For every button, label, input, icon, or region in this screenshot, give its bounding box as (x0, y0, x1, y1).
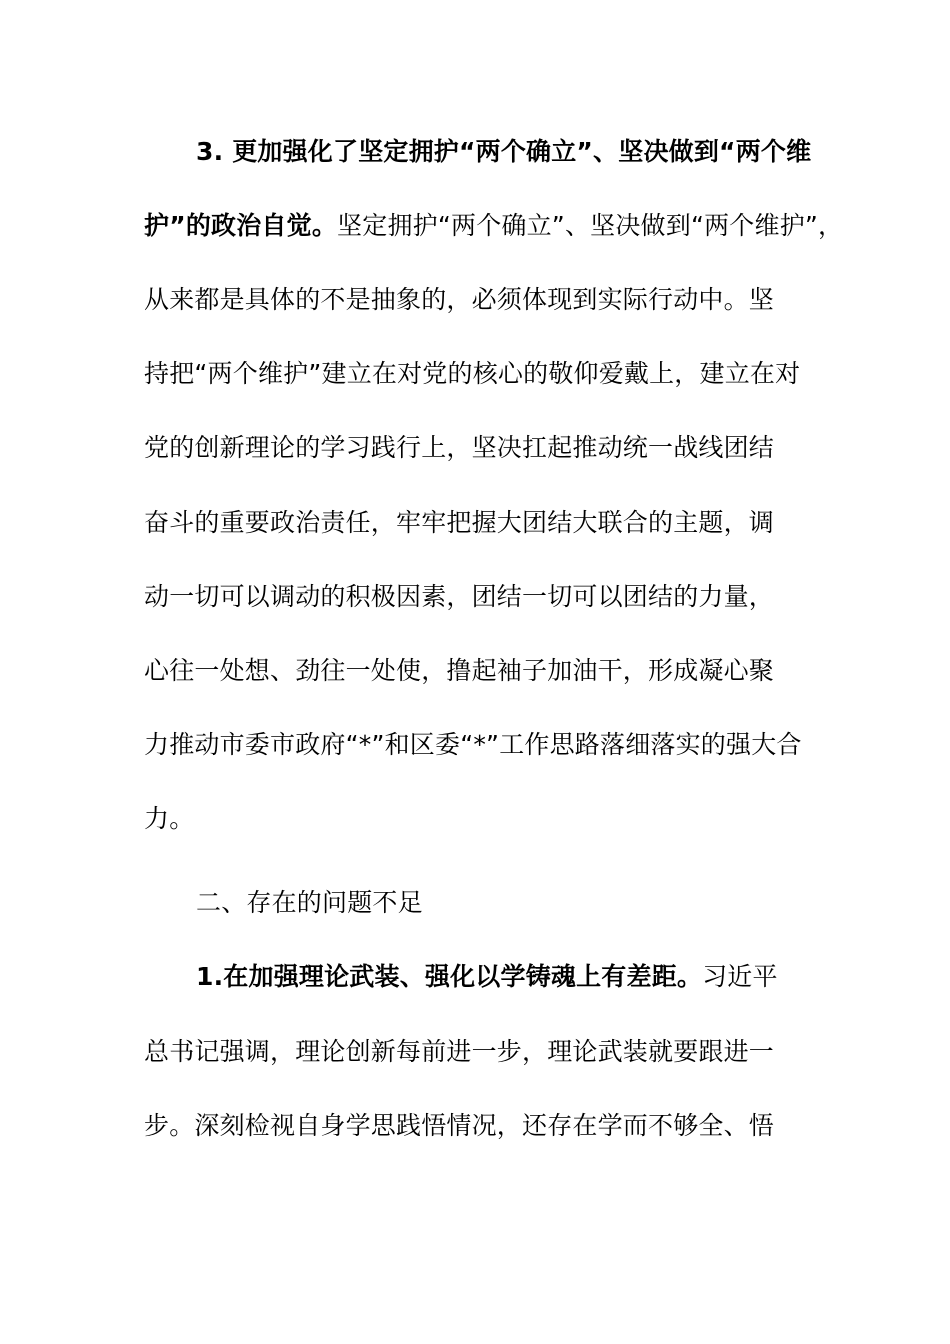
paragraph-1-line-2 (144, 1036, 774, 1068)
body-text: 总书记强调，理论创新每前进一步，理论武装就要跟进一 (144, 1037, 775, 1066)
body-text: 力。 (144, 804, 195, 833)
paragraph-3-line-7 (144, 581, 774, 613)
body-text: 从来都是具体的不是抽象的，必须体现到实际行动中。坚 (144, 285, 775, 314)
paragraph-3-line-5 (144, 432, 774, 464)
body-text: 奋斗的重要政治责任，牢牢把握大团结大联合的主题，调 (144, 508, 775, 537)
body-text: 习近平 (702, 962, 778, 991)
paragraph-3-line-6 (144, 507, 774, 539)
body-text: 动一切可以调动的积极因素，团结一切可以团结的力量， (144, 582, 775, 611)
section-heading-text: 二、存在的问题不足 (196, 888, 423, 917)
body-text: 坚定拥护“两个确立”、坚决做到“两个维护”， (337, 211, 844, 240)
paragraph-1-line-3 (144, 1110, 774, 1142)
section-2-heading (196, 887, 423, 919)
paragraph-3-line-4 (144, 358, 800, 390)
body-text: 心往一处想、劲往一处使，撸起袖子加油干，形成凝心聚 (144, 656, 775, 685)
paragraph-3-line-9 (144, 729, 802, 761)
bold-heading-text: 护”的政治自觉。 (144, 211, 338, 240)
body-text: 持把“两个维护”建立在对党的核心的敬仰爱戴上，建立在对 (144, 359, 801, 388)
paragraph-3-heading-line (196, 136, 811, 168)
body-text: 步。深刻检视自身学思践悟情况，还存在学而不够全、悟 (144, 1111, 775, 1140)
bold-heading-text: 1.在加强理论武装、强化以学铸魂上有差距。 (196, 962, 703, 991)
paragraph-3-line-3 (144, 284, 774, 316)
paragraph-3-line-8 (144, 655, 774, 687)
body-text: 力推动市委市政府“*”和区委“*”工作思路落细落实的强大合 (144, 730, 802, 759)
bold-heading-text: 3. 更加强化了坚定拥护“两个确立”、坚决做到“两个维 (196, 137, 812, 166)
paragraph-1-heading-line (196, 961, 778, 993)
paragraph-3-line-10 (144, 803, 194, 835)
paragraph-3-line-2 (144, 210, 843, 242)
body-text: 党的创新理论的学习践行上，坚决扛起推动统一战线团结 (144, 433, 775, 462)
